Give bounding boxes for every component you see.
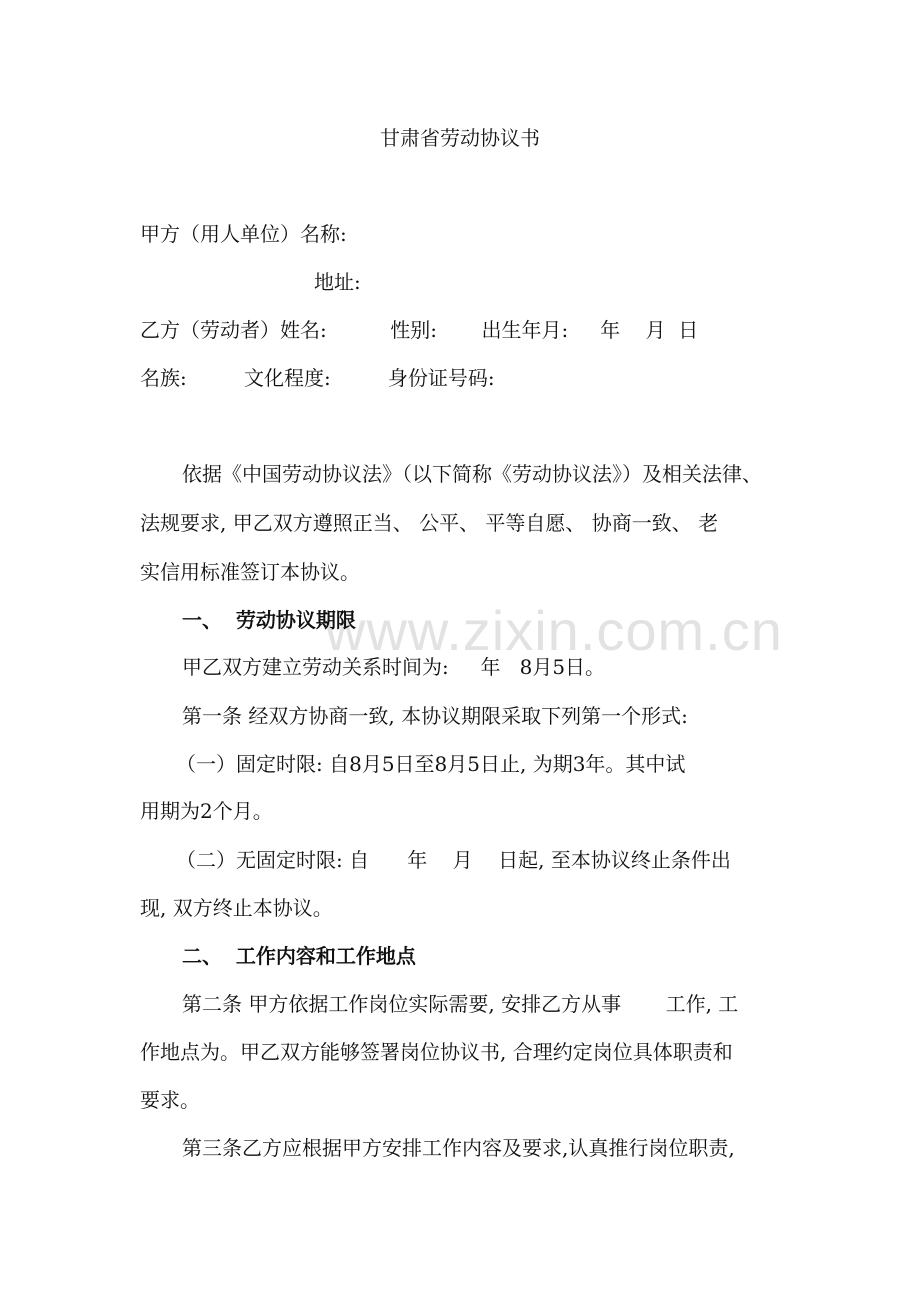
intro-line-3: 实信用标准签订本协议。 xyxy=(140,560,360,584)
party-b-info-row-1: 乙方（劳动者）姓名: 性别: 出生年月: 年 月 日 xyxy=(140,318,699,342)
section-2-line-2: 作地点为。甲乙双方能够签署岗位协议书, 合理约定岗位具体职责和 xyxy=(140,1040,733,1064)
intro-line-1: 依据《中国劳动协议法》（以下简称《劳动协议法》）及相关法律、 xyxy=(182,462,762,486)
watermark: www.zixin.com.cn xyxy=(325,599,783,662)
intro-line-2: 法规要求, 甲乙双方遵照正当、 公平、 平等自愿、 协商一致、 老 xyxy=(140,511,719,535)
party-b-info-row-2: 名族: 文化程度: 身份证号码: xyxy=(140,366,495,390)
section-2-line-3: 要求。 xyxy=(140,1088,200,1112)
section-1-line-3: （一）固定时限: 自8月5日至8月5日止, 为期3年。其中试 xyxy=(176,752,686,776)
section-1-line-4: 用期为2个月。 xyxy=(140,799,273,823)
section-2-heading: 二、 工作内容和工作地点 xyxy=(182,944,416,968)
party-a-name-label: 甲方（用人单位）名称: xyxy=(140,222,347,246)
section-1-heading: 一、 劳动协议期限 xyxy=(182,608,356,632)
section-1-line-6: 现, 双方终止本协议。 xyxy=(140,896,333,920)
section-1-line-5: （二）无固定时限: 自 年 月 日起, 至本协议终止条件出 xyxy=(176,848,731,872)
document-title: 甘肃省劳动协议书 xyxy=(380,126,540,150)
party-a-address-label: 地址: xyxy=(314,270,361,294)
section-1-line-2: 第一条 经双方协商一致, 本协议期限采取下列第一个形式: xyxy=(182,704,688,728)
section-2-line-4: 第三条乙方应根据甲方安排工作内容及要求,认真推行岗位职责, xyxy=(182,1136,735,1160)
section-1-line-1: 甲乙双方建立劳动关系时间为: 年 8月5日。 xyxy=(182,655,606,679)
section-2-line-1: 第二条 甲方依据工作岗位实际需要, 安排乙方从事 工作, 工 xyxy=(182,992,739,1016)
